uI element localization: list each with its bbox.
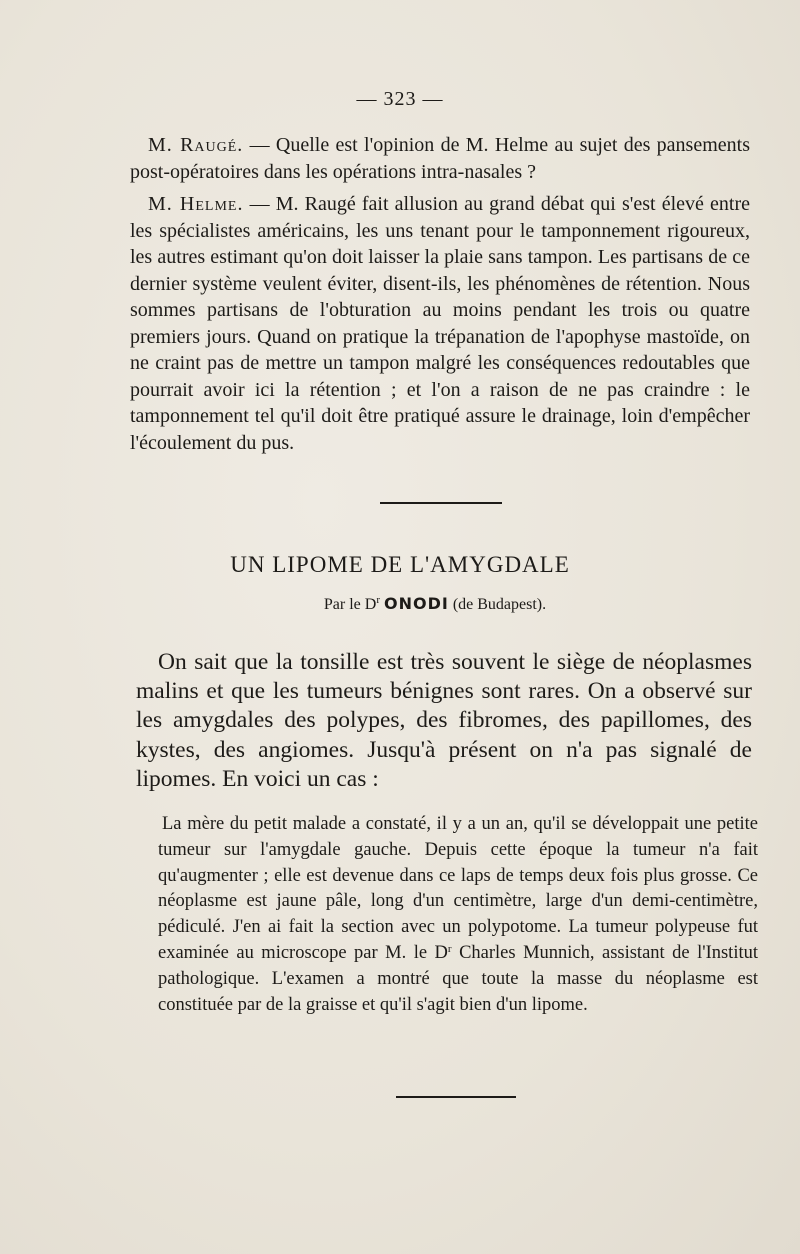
discussion-helme: [130, 191, 750, 456]
case-text-part1: La mère du petit malade a constaté, il y a un an, qu'il se développait une petite tumeur sur l'amygdale gauche. Depuis cette époque la tumeur n'a fait qu'augmenter ; elle est devenue dans ce laps de temps deux fois plus grosse. Ce néoplasme est jaune pâle, long d'un centimètre, large d'un demi-centimètre, pédiculé. J'en ai fait la section avec un polypotome. La tumeur polypeuse fut examinée au microscope par M. le D: [158, 814, 758, 963]
case-text: [158, 812, 758, 1018]
helme-answer: — M. Raugé fait allusion au grand débat qui s'est élevé entre les spécialistes américains, les uns tenant pour le tamponnement rigoureux, les autres estimant qu'on doit laisser la plaie sans tampon. Les partisans de ce dernier système veulent éviter, disent-ils, les phénomènes de rétention. Nous sommes partisans de l'obturation au moins pendant les trois ou quatre premiers jours. Quand on pratique la trépanation de l'apophyse mastoïde, on ne craint pas de mettre un tampon malgré les conséquences redoutables que pourrait avoir ici la rétention ; et l'on a raison de ne pas craindre : le tamponnement tel qu'il doit être pratiqué assure le drainage, loin d'empêcher l'écoulement du pus.: [130, 193, 750, 454]
case-report: [158, 812, 758, 1018]
intro-paragraph: [136, 648, 752, 794]
intro-text: On sait que la tonsille est très souvent le siège de néoplasmes malins et que les tumeurs bénignes sont rares. On a observé sur les amygdales des polypes, des fibromes, des papillomes, des kystes, des angiomes. Jusqu'à présent on n'a pas signalé de lipomes. En voici un cas :: [136, 649, 752, 792]
case-superscript: r: [447, 942, 452, 955]
discussion-rauge: [130, 132, 750, 185]
speaker-helme: M. Helme.: [148, 193, 244, 215]
page-number: — 323 —: [356, 88, 444, 110]
byline-prefix: Par le D: [323, 596, 377, 613]
speaker-rauge: M. Raugé.: [148, 134, 244, 156]
article-title: UN LIPOME DE L'AMYGDALE: [230, 552, 570, 577]
article-byline: [0, 594, 800, 614]
rauge-question: — Quelle est l'opinion de M. Helme au sujet des pansements post-opératoires dans les opérations intra-nasales ?: [130, 134, 750, 183]
byline-superscript: r: [376, 594, 380, 606]
case-text-part2: Charles Munnich, assistant de l'Institut pathologique. L'examen a montré que toute la masse du néoplasme est constituée par de la graisse et qu'il s'agit bien d'un lipome.: [158, 942, 758, 1015]
section-divider-top: [380, 502, 502, 504]
section-divider-bottom: [396, 1096, 516, 1098]
byline-suffix: (de Budapest).: [448, 596, 547, 613]
discussion: [130, 132, 750, 462]
author-name: ONODI: [383, 594, 449, 613]
